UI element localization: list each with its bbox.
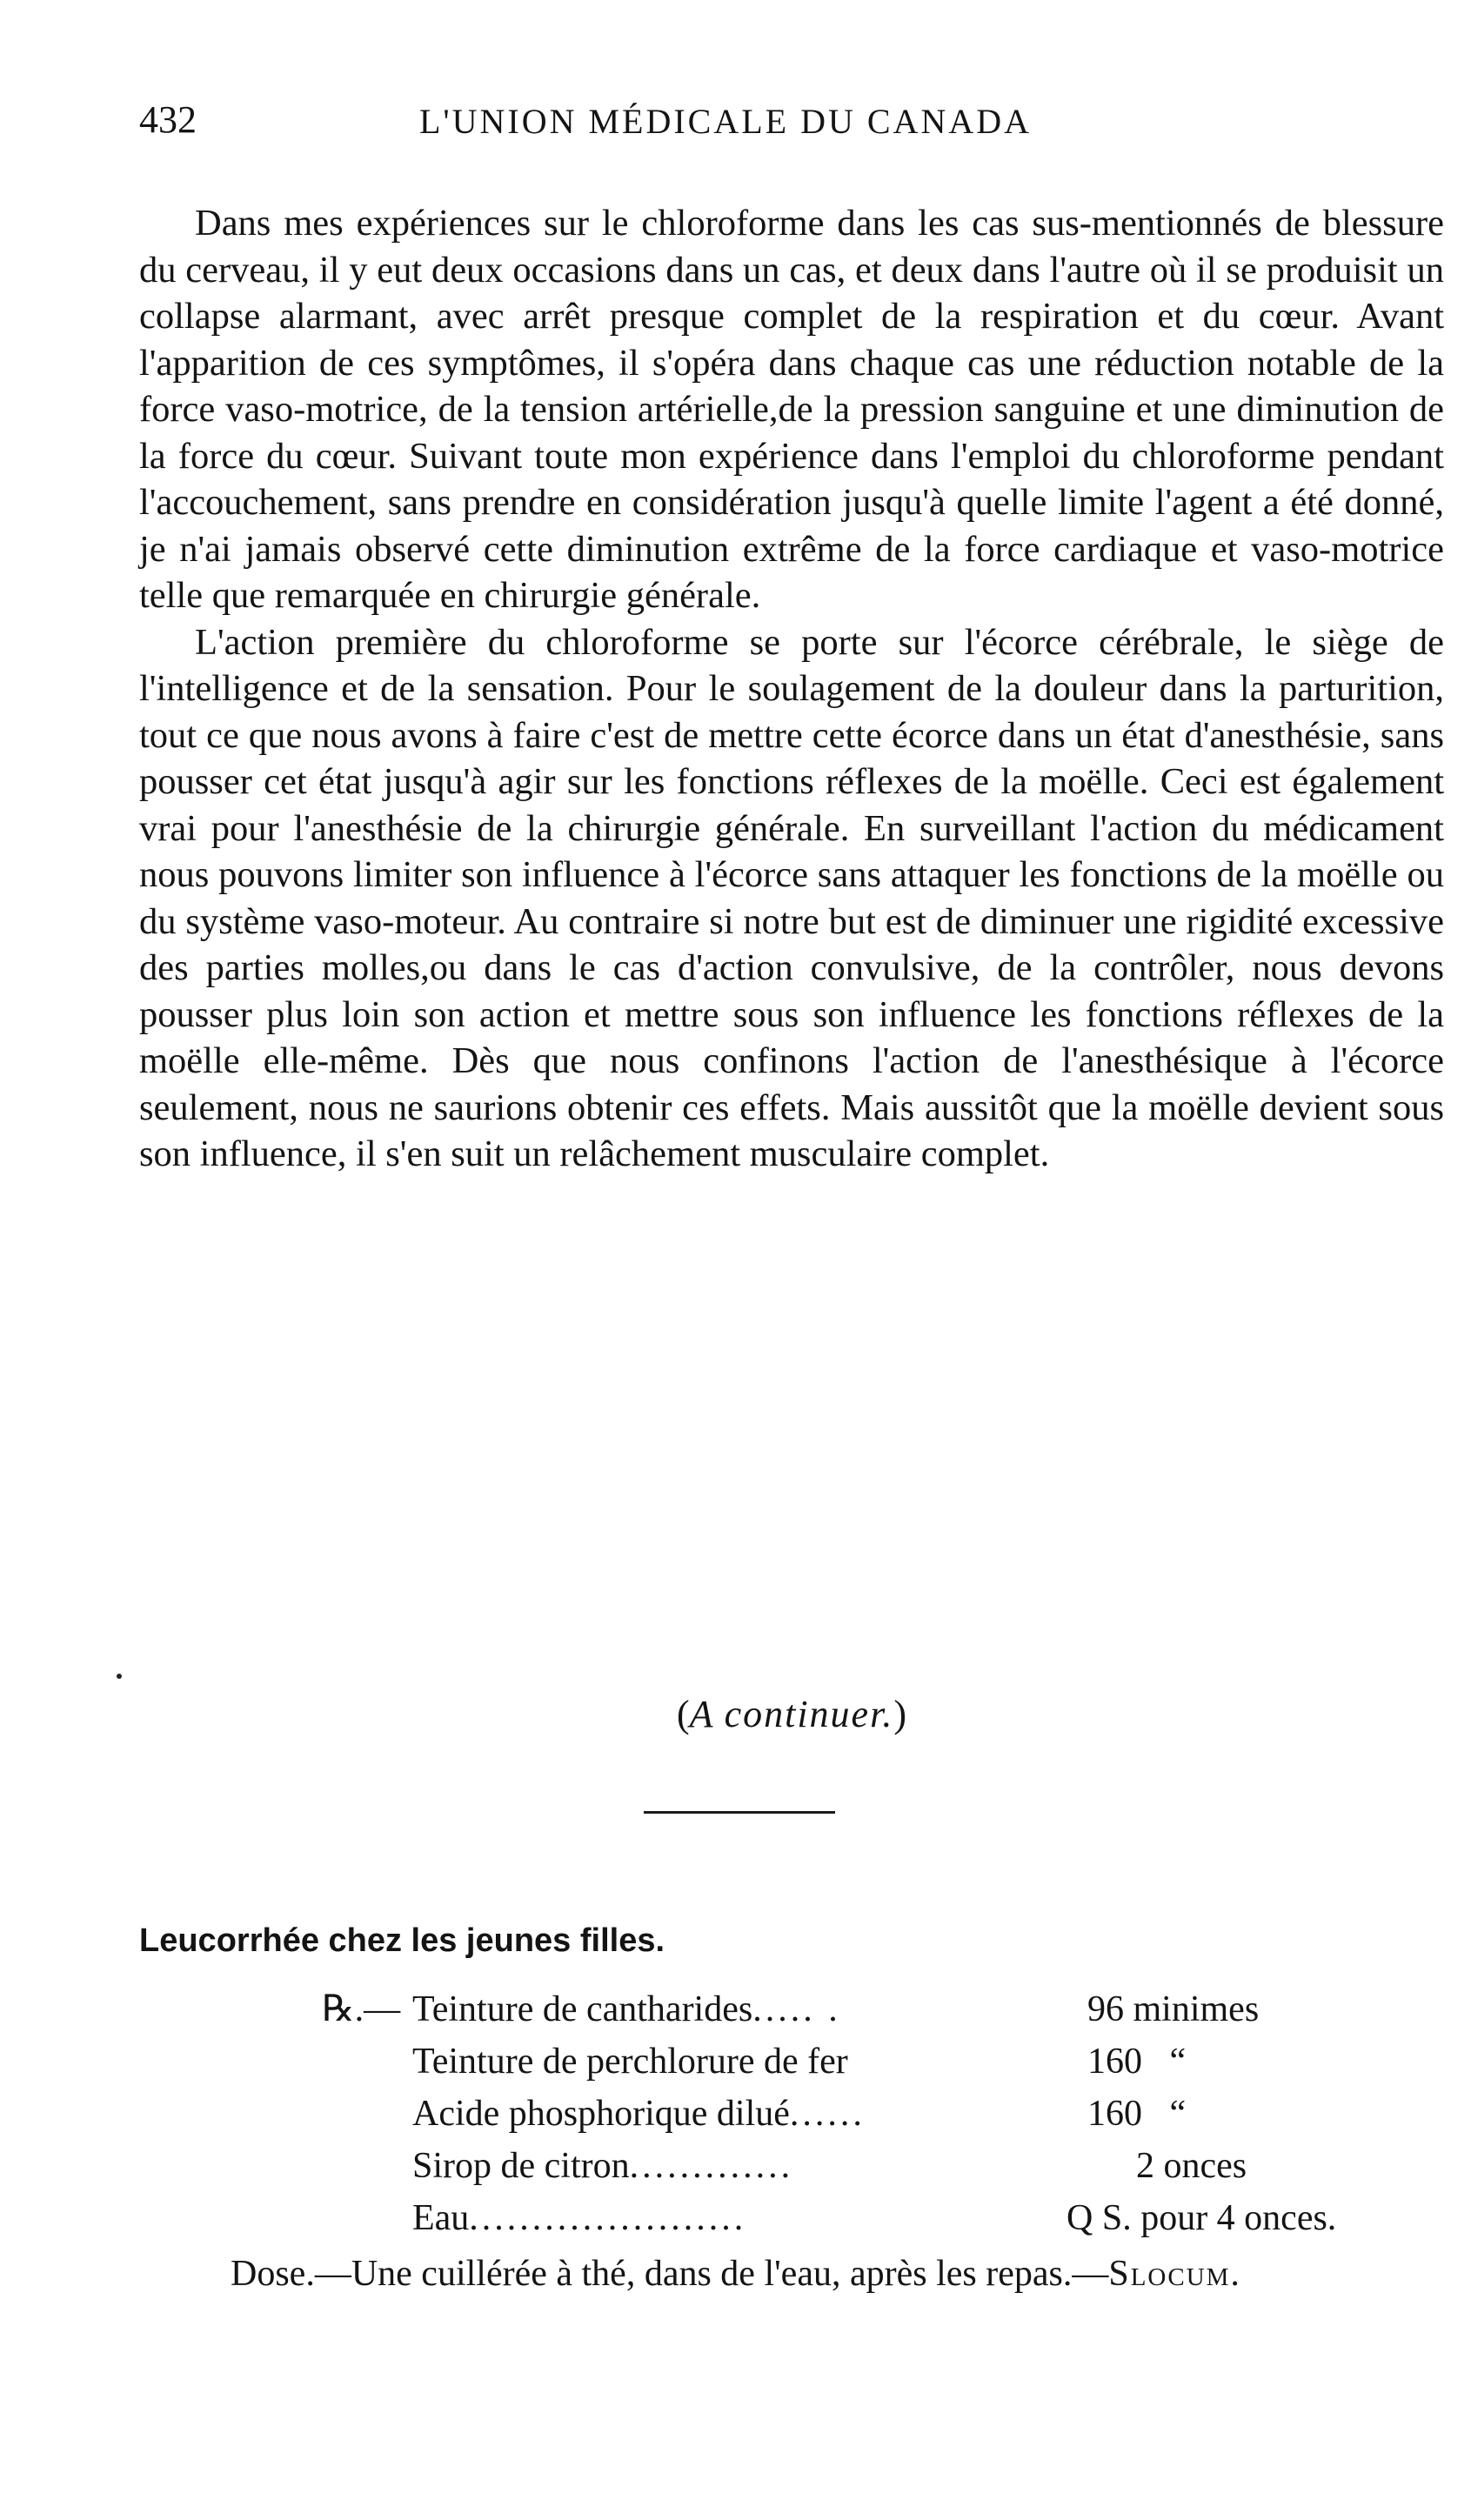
ingredient-name: Teinture de perchlorure de fer	[412, 2042, 848, 2082]
ingredient-quantity: Q S. pour 4 onces.	[1066, 2198, 1337, 2238]
formula-row	[322, 2140, 1331, 2192]
continuation-a: A	[689, 1693, 715, 1735]
paragraph-1: Dans mes expériences sur le chloroforme dans les cas sus-mentionnés de blessure du cerveau, il y eut deux occasions dans un cas, et deux dans l'autre où il se produisit un collapse alarmant, avec arrêt presque complet de la respiration et du cœur. Avant l'apparition de ces symptômes, il s'opéra dans chaque cas une réduction notable de la force vaso-motrice, de la tension artérielle,de la pression sanguine et une diminution de la force du cœur. Suivant toute mon expérience dans l'emploi du chloroforme pendant l'accouchement, sans prendre en considération jusqu'à quelle limite l'agent a été donné, je n'ai jamais observé cette diminution extrême de la force cardiaque et vaso-motrice telle que remarquée en chirurgie générale.	[139, 203, 1444, 616]
leader-dots: ..... .	[752, 1989, 841, 2029]
prescription-symbol: ℞.—	[322, 1989, 401, 2029]
continuation-word: continuer.	[724, 1693, 894, 1735]
formula-row	[322, 2088, 1331, 2140]
formula-row	[322, 2035, 1331, 2088]
ingredient-quantity: 160 “	[1087, 2042, 1187, 2082]
leader-dots: ......	[789, 2094, 866, 2134]
prescription	[322, 1983, 1337, 2244]
section-divider	[644, 1811, 835, 1814]
ingredient-name: Sirop de citron	[412, 2146, 630, 2186]
journal-title: L'UNION MÉDICALE DU CANADA	[418, 102, 1033, 141]
article-body	[139, 200, 1444, 1178]
ingredient-name: Eau	[412, 2198, 470, 2238]
section-title: Leucorrhée chez les jeunes filles.	[139, 1922, 665, 1959]
author-name: Slocum.	[1108, 2254, 1241, 2294]
formula-row	[322, 1983, 1331, 2035]
running-header	[139, 97, 1312, 150]
leader-dots: ......................	[469, 2198, 747, 2238]
paragraph-2: L'action première du chloroforme se porte sur l'écorce cérébrale, le siège de l'intelligence et de la sensation. Pour le soulagement de la douleur dans la parturition, tout ce que nous avons à faire c'est de mettre cette écorce dans un état d'anesthésie, sans pousser cet état jusqu'à agir sur les fonctions réflexes de la moëlle. Ceci est également vrai pour l'anesthésie de la chirurgie générale. En surveillant l'action du médicament nous pouvons limiter son influence à l'écorce sans attaquer les fonctions de la moëlle ou du système vaso-moteur. Au contraire si notre but est de diminuer une rigidité excessive des parties molles,ou dans le cas d'action convulsive, de la contrôler, nous devons pousser plus loin son action et mettre sous son influence les fonctions réflexes de la moëlle elle-même. Dès que nous confinons l'action de l'anesthésique à l'écorce seulement, nous ne saurions obtenir ces effets. Mais aussitôt que la moëlle devient sous son influence, il s'en suit un relâchement musculaire complet.	[139, 621, 1444, 1174]
ingredient-quantity: 2 onces	[1136, 2146, 1247, 2186]
page-number: 432	[139, 98, 197, 141]
ingredient-quantity: 160 “	[1087, 2094, 1187, 2134]
print-speck	[117, 1674, 122, 1679]
ingredient-quantity: 96 minimes	[1087, 1989, 1260, 2029]
ingredient-name: Acide phosphorique dilué	[412, 2094, 790, 2134]
ingredient-name: Teinture de cantharides	[412, 1989, 753, 2029]
formula-row	[322, 2192, 1337, 2244]
to-be-continued-note: (A continuer.)	[677, 1693, 906, 1735]
dose-instructions	[231, 2253, 1457, 2295]
leader-dots: .............	[629, 2146, 794, 2186]
dose-text: Une cuillérée à thé, dans de l'eau, après les repas.—	[351, 2254, 1109, 2294]
dose-label: Dose.—	[231, 2254, 351, 2294]
